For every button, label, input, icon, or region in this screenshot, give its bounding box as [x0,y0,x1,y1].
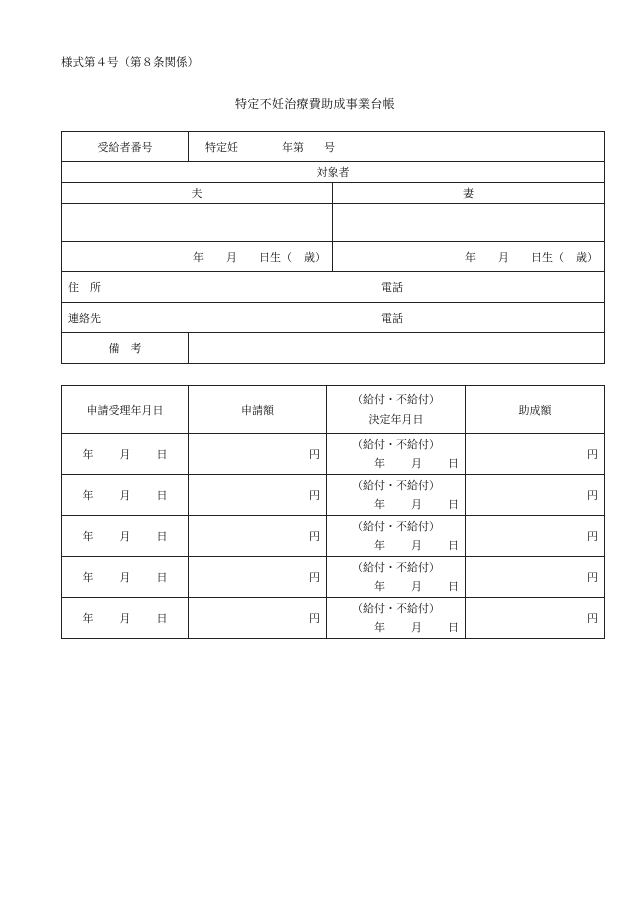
application-day: 日 [156,612,168,625]
application-date-cell[interactable] [62,475,189,516]
wife-birth-day: 日生（ [531,250,564,264]
decision-date-header [327,386,466,434]
husband-age: 歳） [304,250,326,264]
application-month: 月 [119,571,131,584]
application-month: 月 [119,448,131,461]
application-month: 月 [119,612,131,625]
husband-label: 夫 [62,183,333,204]
grant-yen-unit: 円 [587,612,598,625]
grant-yen-unit: 円 [587,571,598,584]
decision-year: 年 [374,621,385,634]
decision-header-line2: 決定年月日 [368,412,424,426]
application-amount-header: 申請額 [189,386,327,434]
application-year: 年 [82,530,94,543]
application-year: 年 [82,448,94,461]
decision-day: 日 [448,498,459,511]
decision-cell[interactable] [327,598,466,639]
decision-cell[interactable] [327,475,466,516]
contact-label: 連絡先 [68,311,101,325]
application-month: 月 [119,530,131,543]
application-yen-unit: 円 [309,571,320,584]
history-row [62,557,605,598]
husband-birth-day: 日生（ [259,250,292,264]
decision-year: 年 [374,457,385,470]
decision-status: （給付・不給付） [352,520,440,533]
wife-age: 歳） [576,250,598,264]
husband-birthdate-field[interactable] [62,242,333,272]
application-amount-cell[interactable] [189,516,327,557]
wife-birthdate-field[interactable] [333,242,605,272]
remarks-label: 備 考 [62,333,189,364]
grant-amount-header: 助成額 [466,386,605,434]
recipient-number-label: 受給者番号 [62,132,189,162]
application-amount-cell[interactable] [189,434,327,475]
application-year: 年 [82,489,94,502]
address-field[interactable] [62,272,605,303]
application-date-header: 申請受理年月日 [62,386,189,434]
decision-year: 年 [374,498,385,511]
application-yen-unit: 円 [309,530,320,543]
decision-status: （給付・不給付） [352,479,440,492]
decision-month: 月 [411,457,422,470]
decision-day: 日 [448,621,459,634]
application-yen-unit: 円 [309,489,320,502]
address-label: 住 所 [68,281,101,294]
application-date-cell[interactable] [62,598,189,639]
application-history-table [61,385,605,639]
history-row [62,516,605,557]
husband-name-field[interactable] [62,204,333,242]
application-day: 日 [156,571,168,584]
grant-amount-cell[interactable] [466,516,605,557]
application-amount-cell[interactable] [189,475,327,516]
grant-yen-unit: 円 [587,448,598,461]
grant-amount-cell[interactable] [466,434,605,475]
remarks-field[interactable] [189,333,605,364]
decision-day: 日 [448,580,459,593]
decision-cell[interactable] [327,434,466,475]
wife-label: 妻 [333,183,605,204]
application-amount-cell[interactable] [189,557,327,598]
application-month: 月 [119,489,131,502]
decision-status: （給付・不給付） [352,561,440,574]
history-row [62,434,605,475]
application-date-cell[interactable] [62,434,189,475]
wife-name-field[interactable] [333,204,605,242]
decision-month: 月 [411,539,422,552]
address-phone-label: 電話 [381,281,403,294]
grant-amount-cell[interactable] [466,598,605,639]
decision-status: （給付・不給付） [352,438,440,451]
application-day: 日 [156,530,168,543]
decision-year: 年 [374,580,385,593]
recipient-ledger-table [61,131,605,364]
application-day: 日 [156,448,168,461]
recipient-number-year: 年第 [282,140,304,154]
grant-amount-cell[interactable] [466,475,605,516]
history-row [62,475,605,516]
application-amount-cell[interactable] [189,598,327,639]
form-number: 様式第４号（第８条関係） [61,55,199,69]
decision-year: 年 [374,539,385,552]
decision-status: （給付・不給付） [352,602,440,615]
application-yen-unit: 円 [309,448,320,461]
decision-cell[interactable] [327,557,466,598]
grant-yen-unit: 円 [587,489,598,502]
history-row [62,598,605,639]
decision-cell[interactable] [327,516,466,557]
page-title: 特定不妊治療費助成事業台帳 [235,97,395,111]
application-year: 年 [82,612,94,625]
application-date-cell[interactable] [62,516,189,557]
application-year: 年 [82,571,94,584]
grant-amount-cell[interactable] [466,557,605,598]
decision-month: 月 [411,498,422,511]
decision-day: 日 [448,457,459,470]
subjects-label: 対象者 [62,162,605,183]
decision-month: 月 [411,621,422,634]
decision-month: 月 [411,580,422,593]
wife-birth-month: 月 [498,250,509,264]
recipient-number-suffix: 号 [324,140,335,154]
wife-birth-year: 年 [465,250,476,264]
decision-header-line1: （給付・不給付） [352,392,440,406]
husband-birth-year: 年 [193,250,204,264]
husband-birth-month: 月 [226,250,237,264]
contact-field[interactable] [62,303,605,333]
grant-yen-unit: 円 [587,530,598,543]
application-yen-unit: 円 [309,612,320,625]
application-date-cell[interactable] [62,557,189,598]
decision-day: 日 [448,539,459,552]
recipient-number-prefix: 特定妊 [205,140,238,154]
recipient-number-field[interactable] [189,132,605,162]
application-day: 日 [156,489,168,502]
contact-phone-label: 電話 [381,311,403,325]
